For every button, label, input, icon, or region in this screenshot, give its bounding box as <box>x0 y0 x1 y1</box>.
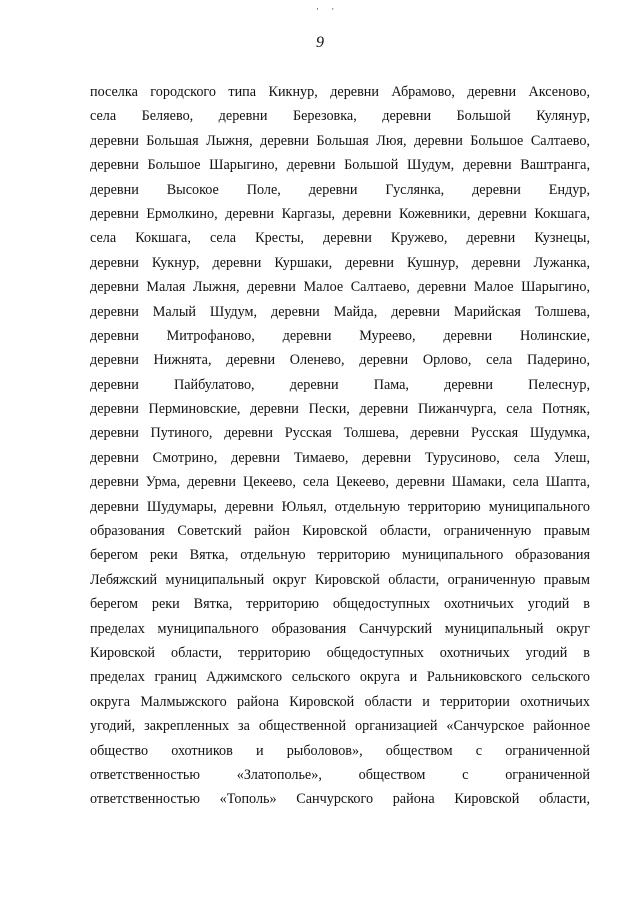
text-line: села Кокшага, села Кресты, деревни Кружево, деревни Кузнецы, <box>90 230 590 247</box>
text-line: деревни Митрофаново, деревни Муреево, деревни Нолинские, <box>90 327 590 344</box>
text-line: Кировской области, территорию общедоступных охотничьих угодий в <box>90 644 590 661</box>
text-line: села Беляево, деревни Березовка, деревни Большой Кулянур, <box>90 108 590 125</box>
text-line: деревни Кукнур, деревни Куршаки, деревни Кушнур, деревни Лужанка, <box>90 254 590 271</box>
text-line: деревни Малый Шудум, деревни Майда, деревни Марийская Толшева, <box>90 303 590 320</box>
text-line: деревни Путиного, деревни Русская Толшева, деревни Русская Шудумка, <box>90 425 590 442</box>
text-line: деревни Высокое Поле, деревни Гуслянка, деревни Ендур, <box>90 181 590 198</box>
text-line: пределах границ Аджимского сельского округа и Ральниковского сельского <box>90 669 590 686</box>
text-line: берегом реки Вятка, отдельную территорию муниципального образования <box>90 547 590 564</box>
header-mark: · · <box>316 4 340 14</box>
text-line: ответственностью «Златополье», обществом с ограниченной <box>90 766 590 783</box>
text-line: деревни Ермолкино, деревни Каргазы, деревни Кожевники, деревни Кокшага, <box>90 205 590 222</box>
text-line: поселка городского типа Кикнур, деревни Абрамово, деревни Аксеново, <box>90 84 590 100</box>
text-line: угодий, закрепленных за общественной организацией «Санчурское районное <box>90 718 590 735</box>
body-text <box>90 80 590 812</box>
text-line: округа Малмыжского района Кировской области и территории охотничьих <box>90 693 590 710</box>
text-line: деревни Шудумары, деревни Юльял, отдельную территорию муниципального <box>90 498 590 515</box>
text-line: деревни Нижнята, деревни Оленево, деревни Орлово, села Падерино, <box>90 352 590 369</box>
text-line: деревни Урма, деревни Цекеево, села Цекеево, деревни Шамаки, села Шапта, <box>90 474 590 491</box>
text-line: деревни Большое Шарыгино, деревни Большой Шудум, деревни Ваштранга, <box>90 157 590 174</box>
text-line: Лебяжский муниципальный округ Кировской области, ограниченную правым <box>90 571 590 588</box>
page-number: 9 <box>316 34 324 51</box>
text-line: общество охотников и рыболовов», обществом с ограниченной <box>90 742 590 759</box>
text-line: деревни Смотрино, деревни Тимаево, деревни Турусиново, села Улеш, <box>90 449 590 466</box>
text-line: пределах муниципального образования Санчурский муниципальный округ <box>90 620 590 637</box>
text-line: деревни Перминовские, деревни Пески, деревни Пижанчурга, села Потняк, <box>90 401 590 418</box>
text-line: берегом реки Вятка, территорию общедоступных охотничьих угодий в <box>90 596 590 613</box>
text-line: деревни Пайбулатово, деревни Пама, деревни Пелеснур, <box>90 376 590 393</box>
text-line: деревни Малая Лыжня, деревни Малое Салтаево, деревни Малое Шарыгино, <box>90 279 590 296</box>
text-line: ответственностью «Тополь» Санчурского района Кировской области, <box>90 791 590 808</box>
text-line: деревни Большая Лыжня, деревни Большая Люя, деревни Большое Салтаево, <box>90 132 590 149</box>
text-line: образования Советский район Кировской области, ограниченную правым <box>90 523 590 540</box>
